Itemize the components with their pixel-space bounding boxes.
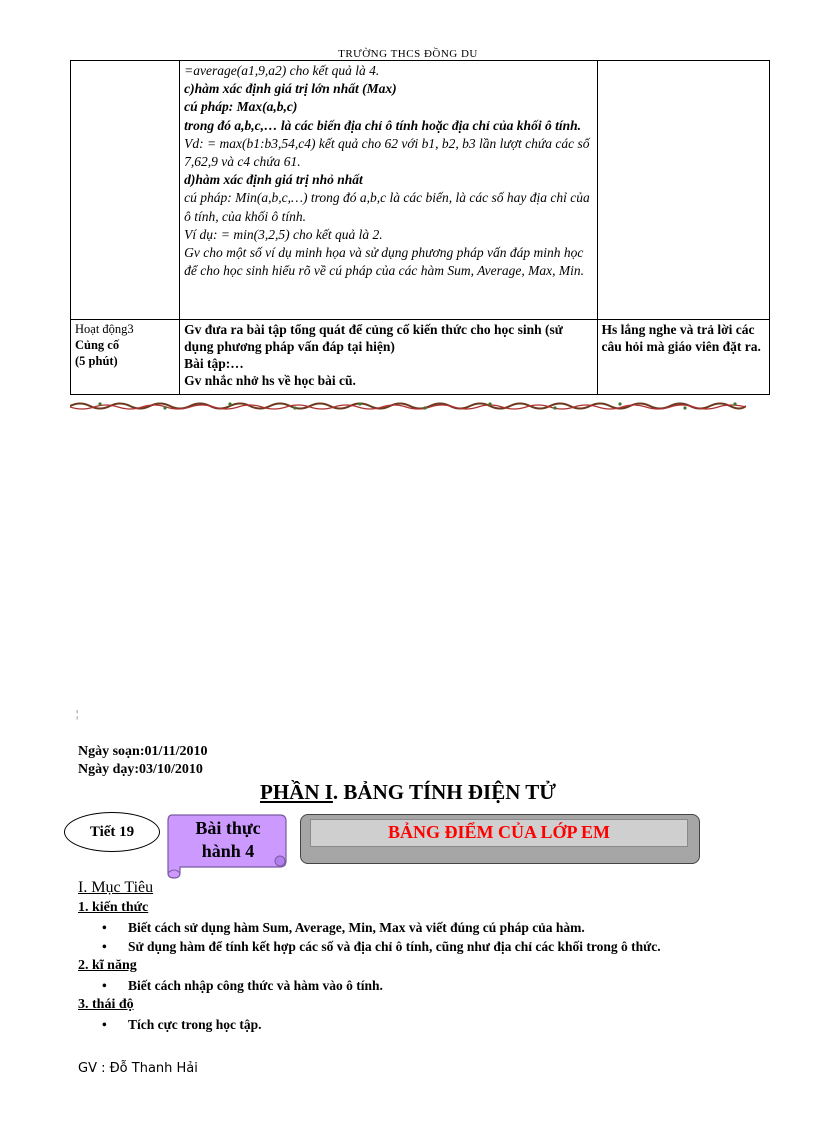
teach-date: Ngày dạy:03/10/2010: [78, 762, 203, 777]
dates: [78, 743, 208, 779]
practice-line: hành 4: [201, 841, 255, 861]
table-row: [71, 61, 770, 320]
knowledge-heading: 1. kiến thức: [78, 900, 149, 915]
activity-title: Hoạt động3: [75, 322, 134, 336]
content-line: trong đó a,b,c,… là các biến địa chỉ ô tính hoặc địa chỉ của khối ô tính.: [184, 117, 581, 133]
banner-title: BẢNG ĐIỂM CỦA LỚP EM: [387, 822, 610, 842]
activity-cell: [71, 320, 180, 395]
page-mark: ¦: [76, 708, 79, 720]
content-line: c)hàm xác định giá trị lớn nhất (Max): [184, 81, 397, 97]
prep-date: Ngày soạn:01/11/2010: [78, 744, 208, 759]
skills-list: [78, 976, 742, 995]
student-cell: [597, 320, 769, 395]
content-line: cú pháp: Max(a,b,c): [184, 99, 298, 115]
content-line: cú pháp: Min(a,b,c,…) trong đó a,b,c là các biến, là các số hay địa chỉ của ô tính, của khối ô tính.: [184, 190, 590, 224]
activity-name: Củng cố: [75, 338, 120, 352]
attitude-heading: 3. thái độ: [78, 997, 134, 1012]
content-line: Gv nhắc nhở hs về học bài cũ.: [184, 373, 356, 388]
teacher-name: GV : Đỗ Thanh Hải: [78, 1061, 198, 1076]
knowledge-list: [78, 918, 742, 956]
page-header: TRƯỜNG THCS ĐỒNG DU: [338, 48, 478, 60]
content-line: =average(a1,9,a2) cho kết quả là 4.: [184, 63, 380, 78]
student-cell: [597, 61, 769, 320]
attitude-list: [78, 1015, 742, 1034]
content-line: d)hàm xác định giá trị nhỏ nhất: [184, 172, 363, 188]
list-item: • Tích cực trong học tập.: [102, 1017, 262, 1032]
content-lines: [184, 62, 592, 280]
content-cell: [180, 320, 597, 395]
practice-label: [172, 817, 284, 863]
content-line: Vd: = max(b1:b3,54,c4) kết quả cho 62 với b1, b2, b3 lần lượt chứa các số 7,62,9 và c4 chứa 61.: [184, 135, 590, 170]
part-title-underlined: PHẦN I: [260, 780, 333, 804]
table-row: [71, 320, 770, 395]
activity-time: (5 phút): [75, 354, 118, 368]
student-activity: Hs lắng nghe và trả lời các câu hỏi mà giáo viên đặt ra.: [601, 322, 761, 354]
skills-heading: 2. kĩ năng: [78, 958, 137, 973]
list-item: • Biết cách sử dụng hàm Sum, Average, Min, Max và viết đúng cú pháp của hàm.: [102, 920, 585, 935]
objectives: [78, 878, 742, 1034]
content-line: Bài tập:…: [184, 356, 244, 371]
practice-line: Bài thực: [195, 818, 261, 838]
content-cell: [180, 61, 597, 320]
activity-cell: [71, 61, 180, 320]
decorative-divider: [70, 400, 746, 412]
content-line: Gv đưa ra bài tập tổng quát để củng cố kiến thức cho học sinh (sử dụng phương pháp vấn đáp tại hiện): [184, 322, 563, 354]
part-title: [0, 780, 816, 805]
objectives-heading: I. Mục Tiêu: [78, 879, 154, 896]
lesson-table: [70, 60, 770, 395]
part-title-rest: . BẢNG TÍNH ĐIỆN TỬ: [332, 780, 556, 804]
period-oval: Tiết 19: [64, 812, 160, 852]
content-line: Ví dụ: = min(3,2,5) cho kết quả là 2.: [184, 226, 383, 242]
list-item: • Biết cách nhập công thức và hàm vào ô tính.: [102, 978, 383, 993]
content-line: Gv cho một số ví dụ minh họa và sử dụng phương pháp vấn đáp minh học để cho học sinh hiểu rõ về cú pháp của các hàm Sum, Average, Max, Min.: [184, 245, 584, 279]
list-item: • Sử dụng hàm để tính kết hợp các số và địa chỉ ô tính, cũng như địa chỉ các khối trong ô thức.: [102, 939, 661, 954]
